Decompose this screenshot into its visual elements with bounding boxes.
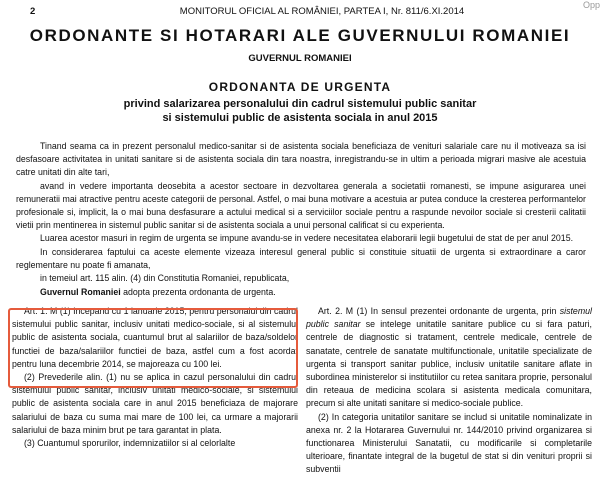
article-2-prefix: Art. 2. M (1) In sensul prezentei ordonante de urgenta, prin	[318, 306, 560, 316]
government-name: Guvernul Romaniei	[40, 287, 121, 298]
page-number: 2	[30, 6, 36, 17]
preamble-paragraph: In considerarea faptului ca aceste elemente vizeaza interesul general public si constituie situatii de urgenta si extraordinare a caror reglementare nu poate fi amanata,	[16, 246, 586, 270]
corner-text: Opp	[582, 0, 600, 10]
article-1-paragraph-2: (2) Prevederile alin. (1) nu se aplica in cazul personalului din cadrul sistemului public sanitar, inclusiv unitati medico-sociale, si sistemului public de asistenta sociala care in anul 2015 beneficiaza de majorare salariului de baza cu suma mai mare de 100 lei, ca urmare a majorarii salariului de baza minim brut pe tara garantat in plata.	[12, 372, 298, 435]
article-2-text: se intelege unitatile sanitare publice cu si fara paturi, centrele de diagnostic si tratament, centrele medicale, centrele de sanatate, centrele de sanatate multifunctionale, unitatile specializate de urgenta si transport sanitar publice, inclusiv unitatile sanitare aflate in subordinea ministerelor si institutiilor cu retea sanitara proprie, personalul din reteaua de medicina scolara si asistenta medicala comunitara, precum si alte unitati sanitare si medico-sociale publice.	[306, 319, 592, 409]
preamble-paragraph: Tinand seama ca in prezent personalul medico-sanitar si de asistenta sociala beneficiaza de venituri salariale care nu il motiveaza sa isi desfasoare activitatea in unitati sanitare si de asistenta sociala din tara noastra, inregistrandu-se in ultim a perioada migrari masive ale acestuia catre unitati din alte tari,	[16, 141, 586, 178]
preamble-paragraph: Luarea acestor masuri in regim de urgenta se impune avandu-se in vedere necesitatea elaborarii legii bugetului de stat de per anul 2015.	[40, 233, 574, 244]
journal-title: MONITORUL OFICIAL AL ROMÂNIEI, PARTEA I, Nr. 811/6.XI.2014	[179, 6, 465, 17]
ordinance-subtitle-line2: si sistemului public de asistenta sociala in anul 2015	[162, 112, 438, 124]
ordinance-title: ORDONANTA DE URGENTA	[208, 80, 392, 94]
article-1-paragraph-3: (3) Cuantumul sporurilor, indemnizatiilor si al celorlalte	[24, 438, 236, 449]
article-1-paragraph-1: Art. 1. M (1) Incepand cu 1 ianuarie 2015, pentru personalul din cadrul sistemului public sanitar, inclusiv unitati medico-sociale, si al sistemului public de asistenta sociala, cuantumul brut al salariilor de baza/soldelor functiei de baza/salariilor functiei de baza, astfel cum a fost acordat pentru luna decembrie 2014, se majoreaza cu 100 lei.	[12, 306, 298, 369]
ordinance-subtitle	[60, 97, 540, 125]
highlight-annotation-box	[8, 308, 298, 388]
adoption-text: adopta prezenta ordonanta de urgenta.	[120, 287, 276, 298]
section-title: ORDONANTE SI HOTARARI ALE GUVERNULUI ROMANIEI	[29, 26, 571, 45]
ordinance-subtitle-line1: privind salarizarea personalului din cadrul sistemului public sanitar	[123, 98, 477, 110]
article-2-paragraph-2: (2) In categoria unitatilor sanitare se includ si unitatile nominalizate in anexa nr. 2 la Hotararea Guvernului nr. 144/2010 privind organizarea si functionarea Ministerului Sanatatii, cu modificarile si completarile ulterioare, finantate integral de la bugetul de stat si din venituri proprii si subventii	[306, 411, 592, 475]
preamble-paragraph: in temeiul art. 115 alin. (4) din Constitutia Romaniei, republicata,	[40, 273, 290, 284]
article-2-term: sistemul public sanitar	[306, 306, 592, 330]
right-column	[306, 305, 592, 477]
preamble-paragraph: avand in vedere importanta deosebita a acestor sectoare in dezvoltarea generala a societatii romanesti, se impune asigurarea unei remuneratii mai atractive pentru aceste categorii de personal. Astfel, o mai buna motivare a acestuia ar putea conduce la cresterea performantelor profesionale si, implicit, la o mai buna desfasurare a actului medical si a serviciilor sociale pentru a raspunde nevoilor sociale si cresterii calitatii vietii prin mentinerea in sistemul public sanitar si de asistenta sociala a unui personal calificat si cu experienta.	[16, 180, 586, 231]
preamble	[16, 140, 586, 299]
article-2-paragraph-1	[306, 305, 592, 411]
adoption-statement	[16, 286, 586, 299]
government-subtitle: GUVERNUL ROMANIEI	[248, 53, 352, 64]
